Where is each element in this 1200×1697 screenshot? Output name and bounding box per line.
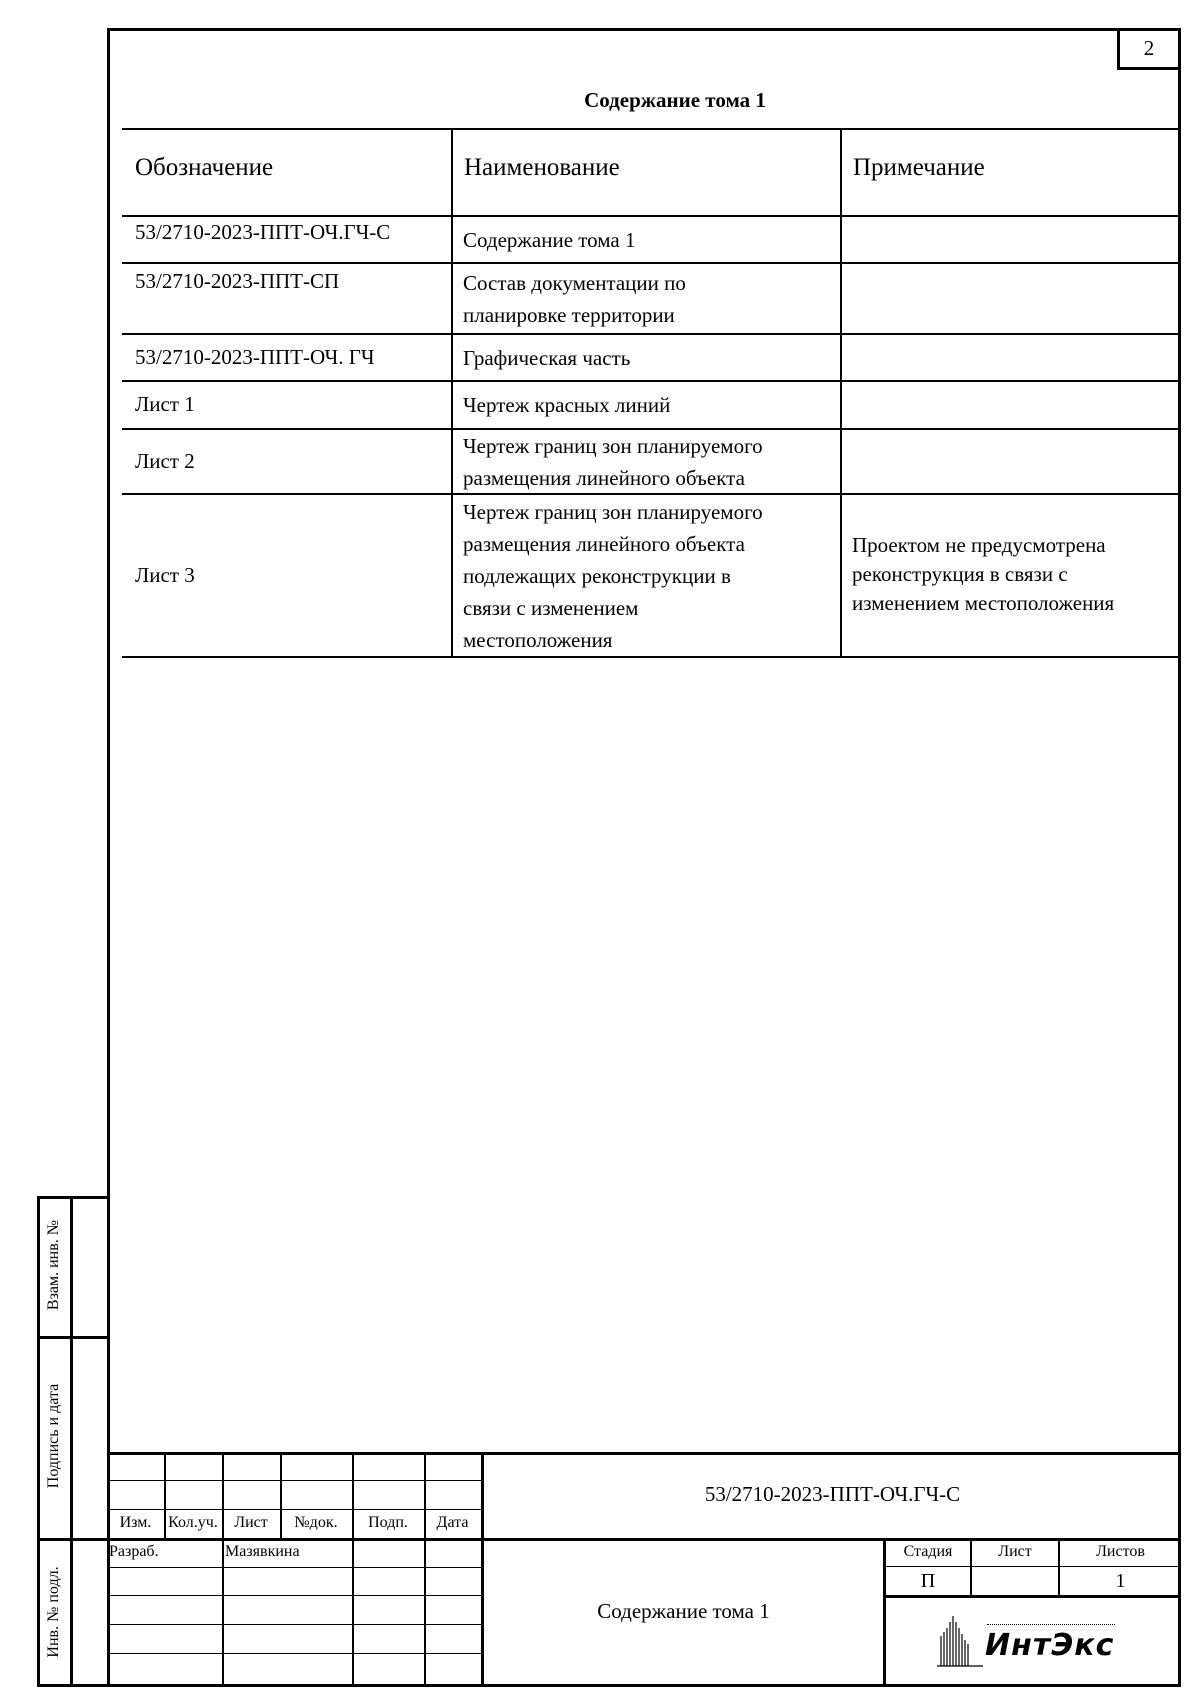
stamp-top-line xyxy=(107,1452,1181,1455)
side-label-inv-number: Инв. № подл. xyxy=(45,1566,62,1658)
stage-label: Стадия xyxy=(903,1543,953,1560)
col-ndok: №док. xyxy=(294,1514,338,1531)
page-number: 2 xyxy=(1143,36,1155,60)
designation-cell: Лист 2 xyxy=(135,448,195,473)
table-rule xyxy=(122,333,1181,335)
table-column-rule xyxy=(840,128,842,656)
company-name: ИнтЭкс xyxy=(985,1628,1115,1663)
developer-name: Мазявкина xyxy=(225,1543,300,1560)
designation-cell: 53/2710-2023-ППТ-ОЧ.ГЧ-С xyxy=(135,220,391,244)
table-header-cell: Примечание xyxy=(853,154,985,181)
company-logo xyxy=(935,1612,1135,1670)
logo-top-rule xyxy=(987,1624,1115,1625)
name-cell: Графическая часть xyxy=(463,345,631,370)
table-rule xyxy=(122,656,1181,658)
col-podp: Подп. xyxy=(368,1514,408,1531)
side-label-replace-inv: Взам. инв. № xyxy=(45,1219,62,1311)
table-rule xyxy=(122,128,1181,130)
stage-value: П xyxy=(920,1570,936,1592)
designation-cell: Лист 1 xyxy=(135,392,195,416)
stamp-doc-title: Содержание тома 1 xyxy=(597,1599,770,1623)
col-kol-uch: Кол.уч. xyxy=(168,1514,218,1531)
designation-cell: 53/2710-2023-ППТ-ОЧ. ГЧ xyxy=(135,344,375,369)
name-cell: Чертеж границ зон планируемого размещения линейного объекта подлежащих реконструкции в связи с изменением местоположения xyxy=(463,499,763,652)
designation-cell: Лист 3 xyxy=(135,562,195,587)
col-izm: Изм. xyxy=(119,1514,152,1531)
table-header-cell: Наименование xyxy=(464,154,620,181)
table-rule xyxy=(122,262,1181,264)
designation-cell: 53/2710-2023-ППТ-СП xyxy=(135,269,340,293)
table-header-cell: Обозначение xyxy=(135,154,274,181)
col-data: Дата xyxy=(436,1514,469,1531)
name-cell: Состав документации по планировке территории xyxy=(463,270,686,327)
name-cell: Чертеж красных линий xyxy=(463,393,671,417)
side-label-signature-date: Подпись и дата xyxy=(45,1383,62,1489)
name-cell: Содержание тома 1 xyxy=(463,227,636,252)
col-list: Лист xyxy=(234,1514,268,1531)
sheets-value: 1 xyxy=(1115,1570,1126,1592)
developer-label: Разраб. xyxy=(109,1543,159,1560)
building-icon xyxy=(935,1612,985,1668)
table-column-rule xyxy=(451,128,453,656)
sheet-label: Лист xyxy=(998,1543,1032,1560)
name-cell: Чертеж границ зон планируемого размещения линейного объекта xyxy=(463,433,763,490)
page-title: Содержание тома 1 xyxy=(584,88,766,112)
note-cell: Проектом не предусмотрена реконструкция в связи с изменением местоположения xyxy=(852,533,1115,615)
table-rule xyxy=(122,380,1181,382)
sheets-label: Листов xyxy=(1096,1543,1145,1560)
stamp-code: 53/2710-2023-ППТ-ОЧ.ГЧ-С xyxy=(704,1482,961,1506)
